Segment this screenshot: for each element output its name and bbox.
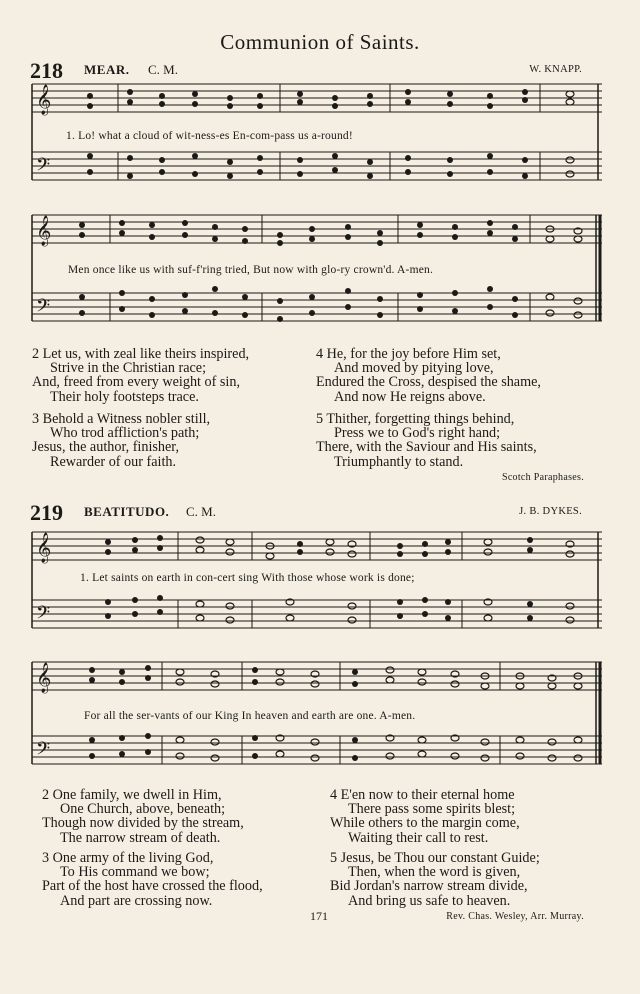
verse-line: Then, when the word is given, [348,864,521,881]
verse-line: 4 E'en now to their eternal home [330,787,515,803]
verse [330,851,540,908]
attribution: Rev. Chas. Wesley, Arr. Murray. [446,911,584,922]
verse-line: Jesus, the author, finisher, [32,439,180,456]
verse-line: 4 He, for the joy before Him set, [316,346,501,362]
svg-text:𝄞: 𝄞 [36,216,52,246]
attribution: Scotch Paraphases. [501,472,584,483]
verse-line: Endured the Cross, despised the shame, [316,374,541,391]
verse-line: The narrow stream of death. [60,829,221,846]
verse-line: While others to the margin come, [330,815,520,832]
verse-line: 3 One army of the living God, [42,850,214,866]
tune-name: BEATITUDO. [84,504,170,519]
meter: C. M. [186,504,216,519]
verse [330,788,520,845]
page-number: 171 [310,909,328,923]
svg-text:𝄞: 𝄞 [36,663,52,693]
verse [316,347,541,404]
page-title: Communion of Saints. [220,30,420,54]
verse [42,788,244,845]
verse-line: 2 One family, we dwell in Him, [42,787,222,803]
hymn-number: 219 [30,500,63,525]
verse-line: Their holy footsteps trace. [50,388,199,405]
svg-text:𝄢: 𝄢 [36,296,51,321]
verse-line: And moved by pitying love, [334,360,494,377]
verse-line: And now He reigns above. [334,388,486,405]
lyric-underlay: 1. Lo! what a cloud of wit-ness-es En-com-pass us a-round! [66,130,353,142]
svg-text:𝄢: 𝄢 [36,739,51,764]
verse [32,347,249,404]
verse-line: 5 Thither, forgetting things behind, [316,411,515,427]
verse [316,412,537,469]
svg-text:𝄢: 𝄢 [36,155,51,180]
verse-line: And, freed from every weight of sin, [32,374,241,391]
verse-line: Strive in the Christian race; [50,360,207,377]
verse-line: To His command we bow; [60,864,210,881]
verse-line: Rewarder of our faith. [50,453,177,470]
svg-text:𝄞: 𝄞 [36,533,52,563]
composer: W. KNAPP. [529,64,582,75]
verse-line: And part are crossing now. [60,892,213,909]
verse-line: 3 Behold a Witness nobler still, [32,411,211,427]
verse-line: Waiting their call to rest. [348,829,489,846]
lyric-underlay: 1. Let saints on earth in con-cert sing With those whose work is done; [80,572,415,584]
verse-line: One Church, above, beneath; [60,801,226,818]
svg-text:𝄞: 𝄞 [36,85,52,115]
tune-name: MEAR. [84,62,130,77]
verse-line: And bring us safe to heaven. [348,892,511,909]
meter: C. M. [148,62,178,77]
verse-line: There pass some spirits blest; [348,801,516,818]
composer: J. B. DYKES. [519,506,582,517]
svg-text:𝄢: 𝄢 [36,603,51,628]
hymn-number: 218 [30,58,63,83]
verse [42,851,263,908]
verse-line: Part of the host have crossed the flood, [42,878,263,895]
verse-line: 2 Let us, with zeal like theirs inspired, [32,346,250,362]
verse-line: Triumphantly to stand. [334,453,464,470]
verse-line: Who trod affliction's path; [50,425,200,442]
verse [32,412,210,469]
verse-line: Press we to God's right hand; [334,425,501,442]
verse-line: Bid Jordan's narrow stream divide, [330,878,528,895]
verse-line: Though now divided by the stream, [42,815,244,832]
verse-line: 5 Jesus, be Thou our constant Guide; [330,850,540,866]
lyric-underlay: For all the ser-vants of our King In heaven and earth are one. A-men. [84,710,416,722]
verse-line: There, with the Saviour and His saints, [316,439,537,456]
lyric-underlay: Men once like us with suf-f'ring tried, But now with glo-ry crown'd. A-men. [68,264,434,276]
